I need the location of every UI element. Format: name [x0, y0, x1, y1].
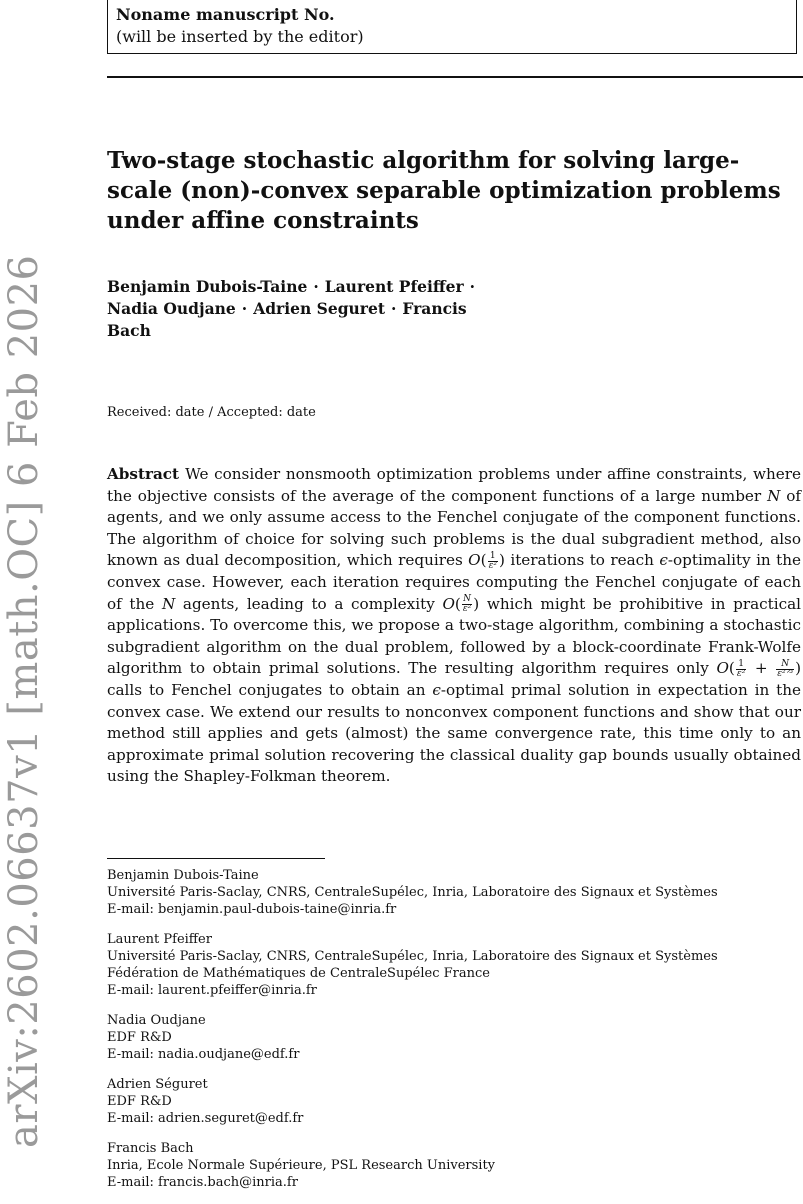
math-var: ϵ — [432, 680, 441, 699]
affiliation-block — [107, 1140, 801, 1191]
math-fraction: $\frac{1}{\text{ε²}}$ — [736, 658, 746, 679]
affiliation-block — [107, 931, 801, 999]
affiliation-name: Adrien Séguret — [107, 1077, 208, 1092]
affiliation-name: Francis Bach — [107, 1141, 194, 1156]
editor-box — [107, 0, 797, 54]
math-var: N — [767, 486, 781, 505]
math-var: O — [716, 659, 729, 678]
footnote-rule — [107, 858, 325, 859]
affiliation-block — [107, 1012, 801, 1063]
abstract-text: -optimal primal solution in expectation in the convex case. We extend our results to nonconvex component functions and show that our method still applies and gets (almost) the same convergence rate, this time only to an approximate primal solution recovering the classical duality gap bounds usually obtained using the Shapley-Folkman theorem. — [107, 680, 801, 786]
math-operator: + — [754, 659, 768, 678]
author-name: Francis — [402, 299, 467, 318]
author-name: Laurent Pfeiffer — [324, 277, 464, 296]
received-date: Received: date / Accepted: date — [107, 405, 316, 420]
abstract: Abstract We consider nonsmooth optimization problems under affine constraints, where the objective consists of the average of the component functions of a large number N of agents, and we only assume access to the Fenchel conjugate of the component functions. The algorithm of choice for solving such problems is the dual subgradient method, also known as dual decomposition, which requires O( $\frac{1}{\text{ε²}}$ ) iterations to reach ϵ-optimality in the convex case. However, each iteration requires computing the Fenchel conjugate of each of the N agents, leading to a complexity O( $\frac{N}{\text{ε²}}$ ) which might be prohibitive in practical applications. To overcome this, we propose a two-stage algorithm, combining a stochastic subgradient algorithm on the dual problem, followed by a block-coordinate Frank-Wolfe algorithm to obtain primal solutions. The resulting algorithm requires only O( $\frac{1}{\text{ε²}}$ + $\frac{N}{\text{ε²ᐟ³}}$ ) calls to Fenchel conjugates to obtain an ϵ-optimal primal solution in expectation in the convex case. We extend our results to nonconvex component functions and show that our method still applies and gets (almost) the same convergence rate, this time only to an approximate primal solution recovering the classical duality gap bounds usually obtained using the Shapley-Folkman theorem. — [107, 465, 802, 786]
abstract-text: which might be prohibitive in practical applications. To overcome this, we propose a two-stage algorithm, combining a stochastic subgradient algorithm on the dual problem, followed by a block-coordinate Frank-Wolfe algorithm to obtain primal solutions. The resulting algorithm requires only — [107, 594, 802, 678]
affiliation-block — [107, 1076, 801, 1127]
author-separator: · — [469, 277, 476, 296]
header-rule — [107, 76, 803, 78]
author-list — [107, 276, 577, 342]
math-var: ϵ — [659, 551, 668, 570]
author-separator: · — [241, 299, 248, 318]
affiliation-email: E-mail: benjamin.paul-dubois-taine@inria.fr — [107, 902, 397, 917]
abstract-text: We consider nonsmooth optimization problems under affine constraints, where the objective consists of the average of the component functions of a large number — [107, 465, 801, 505]
math-fraction: $\frac{N}{\text{ε²ᐟ³}}$ — [777, 658, 794, 679]
affiliation-email: E-mail: francis.bach@inria.fr — [107, 1175, 298, 1190]
affiliation-line: EDF R&D — [107, 1094, 172, 1109]
math-var: O — [468, 551, 481, 570]
author-name: Bach — [107, 321, 151, 340]
affiliation-email: E-mail: adrien.seguret@edf.fr — [107, 1111, 304, 1126]
arxiv-side-stamp: arXiv:2602.06637v1 [math.OC] 6 Feb 2026 — [1, 254, 47, 1148]
affiliation-email: E-mail: laurent.pfeiffer@inria.fr — [107, 983, 317, 998]
affiliation-email: E-mail: nadia.oudjane@edf.fr — [107, 1047, 300, 1062]
author-separator: · — [313, 277, 319, 296]
math-var: O — [442, 594, 455, 613]
abstract-text: calls to Fenchel conjugates to obtain an — [107, 680, 426, 699]
author-name: Adrien Seguret — [253, 299, 385, 318]
affiliation-line: Inria, Ecole Normale Supérieure, PSL Research University — [107, 1158, 496, 1173]
author-separator: · — [390, 299, 397, 318]
math-fraction: $\frac{N}{\text{ε²}}$ — [462, 594, 472, 615]
affiliation-line: Fédération de Mathématiques de CentraleSupélec France — [107, 966, 490, 981]
math-fraction: $\frac{1}{\text{ε²}}$ — [488, 550, 497, 571]
abstract-text: iterations to reach — [510, 551, 654, 570]
author-name: Nadia Oudjane — [107, 299, 236, 318]
author-name: Benjamin Dubois-Taine — [107, 277, 308, 296]
abstract-text: agents, leading to a complexity — [182, 594, 435, 613]
abstract-text: of agents, and we only assume access to the Fenchel conjugate of the component functions. The algorithm of choice for solving such problems is the dual subgradient method, also known as dual decomposition, which requires — [107, 486, 802, 570]
abstract-heading: Abstract — [107, 465, 180, 483]
math-var: N — [161, 594, 176, 613]
affiliation-name: Nadia Oudjane — [107, 1013, 206, 1028]
paper-title: Two-stage stochastic algorithm for solving large-scale (non)-convex separable optimization problems under affine constraints — [107, 147, 781, 234]
manuscript-number: Noname manuscript No. — [116, 5, 335, 24]
affiliation-name: Benjamin Dubois-Taine — [107, 868, 259, 883]
affiliation-line: Université Paris-Saclay, CNRS, CentraleSupélec, Inria, Laboratoire des Signaux et Systèmes — [107, 949, 718, 964]
affiliation-block — [107, 867, 801, 918]
affiliations — [107, 867, 801, 1204]
affiliation-name: Laurent Pfeiffer — [107, 932, 212, 947]
abstract-text: -optimality in the convex case. However, each iteration requires computing the Fenchel conjugate of each of the — [107, 551, 801, 613]
affiliation-line: EDF R&D — [107, 1030, 172, 1045]
editor-note: (will be inserted by the editor) — [116, 27, 364, 46]
affiliation-line: Université Paris-Saclay, CNRS, CentraleSupélec, Inria, Laboratoire des Signaux et Systèmes — [107, 885, 718, 900]
